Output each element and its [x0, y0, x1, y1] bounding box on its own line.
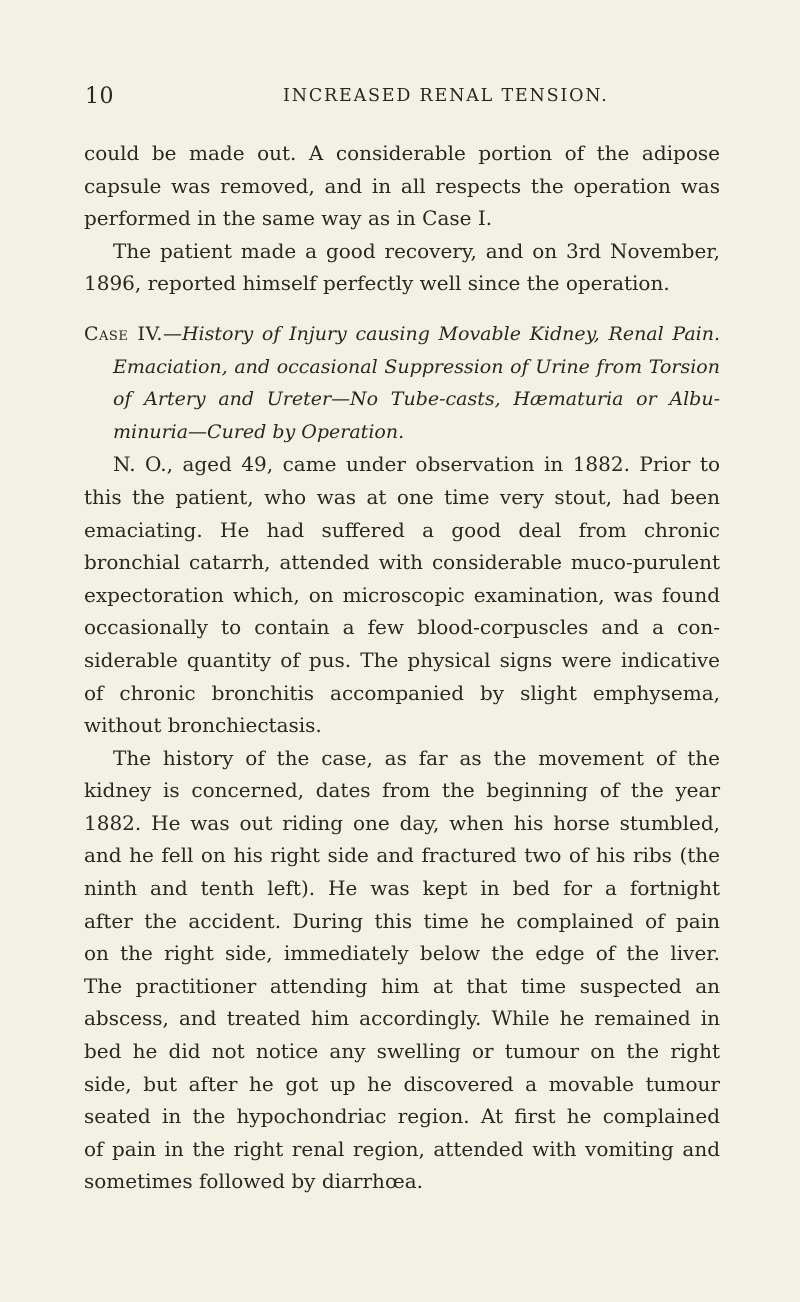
text-line: of chronic bronchitis accompanied by slight emphysema, — [84, 680, 720, 705]
case-heading-line — [84, 318, 720, 351]
text-line: without bronchiectasis. — [84, 713, 322, 738]
text-line: seated in the hypochondriac region. At first he complained — [84, 1104, 720, 1129]
text-line: The history of the case, as far as the movement of the — [113, 745, 720, 770]
text-line: after the accident. During this time he complained of pain — [84, 908, 720, 933]
case-title: of Artery and Ureter—No Tube-casts, Hæmaturia or Albu- — [113, 388, 720, 411]
case-title: —History of Injury causing Movable Kidney, Renal Pain. — [162, 322, 720, 345]
text-line: kidney is concerned, dates from the beginning of the year — [84, 778, 720, 803]
paragraph-case-patient — [84, 448, 720, 741]
text-line: bronchial catarrh, attended with considerable muco-purulent — [84, 550, 720, 575]
text-line: The patient made a good recovery, and on 3rd November, — [113, 238, 720, 263]
text-line: side, but after he got up he discovered a movable tumour — [84, 1071, 720, 1096]
text-line: of pain in the right renal region, attended with vomiting and — [84, 1136, 720, 1161]
paragraph-continuation — [84, 137, 720, 235]
text-line: 1896, reported himself perfectly well since the operation. — [84, 271, 670, 296]
text-line: this the patient, who was at one time very stout, had been — [84, 484, 720, 509]
text-line: abscess, and treated him accordingly. While he remained in — [84, 1006, 720, 1031]
text-line: emaciating. He had suffered a good deal from chronic — [84, 517, 720, 542]
case-title: Emaciation, and occasional Suppression of Urine from Torsion — [113, 355, 720, 378]
text-line: siderable quantity of pus. The physical signs were indicative — [84, 647, 720, 672]
text-line: occasionally to contain a few blood-corpuscles and a con- — [84, 615, 720, 640]
text-line: N. O., aged 49, came under observation in 1882. Prior to — [113, 452, 720, 477]
page-number: 10 — [85, 84, 114, 109]
text-line: sometimes followed by diarrhœa. — [84, 1169, 423, 1194]
text-line: on the right side, immediately below the edge of the liver. — [84, 941, 720, 966]
text-line: performed in the same way as in Case I. — [84, 206, 493, 231]
running-title: INCREASED RENAL TENSION. — [283, 86, 609, 106]
text-line: 1882. He was out riding one day, when his horse stumbled, — [84, 810, 720, 835]
text-line: bed he did not notice any swelling or tumour on the right — [84, 1039, 720, 1064]
running-head — [0, 84, 800, 114]
text-line: and he fell on his right side and fractured two of his ribs (the — [84, 843, 720, 868]
text-line: capsule was removed, and in all respects the operation was — [84, 173, 720, 198]
paragraph-recovery — [84, 235, 720, 300]
text-line: expectoration which, on microscopic examination, was found — [84, 582, 720, 607]
case-title: minuria—Cured by Operation. — [113, 420, 405, 443]
section-gap — [84, 300, 720, 318]
case-heading — [84, 318, 720, 448]
case-label: Case IV. — [84, 322, 163, 345]
text-line: ninth and tenth left). He was kept in bed for a fortnight — [84, 876, 720, 901]
text-line: could be made out. A considerable portion of the adipose — [84, 141, 720, 165]
body-text — [84, 137, 720, 1198]
paragraph-case-history — [84, 742, 720, 1198]
text-line: The practitioner attending him at that time suspected an — [84, 973, 720, 998]
